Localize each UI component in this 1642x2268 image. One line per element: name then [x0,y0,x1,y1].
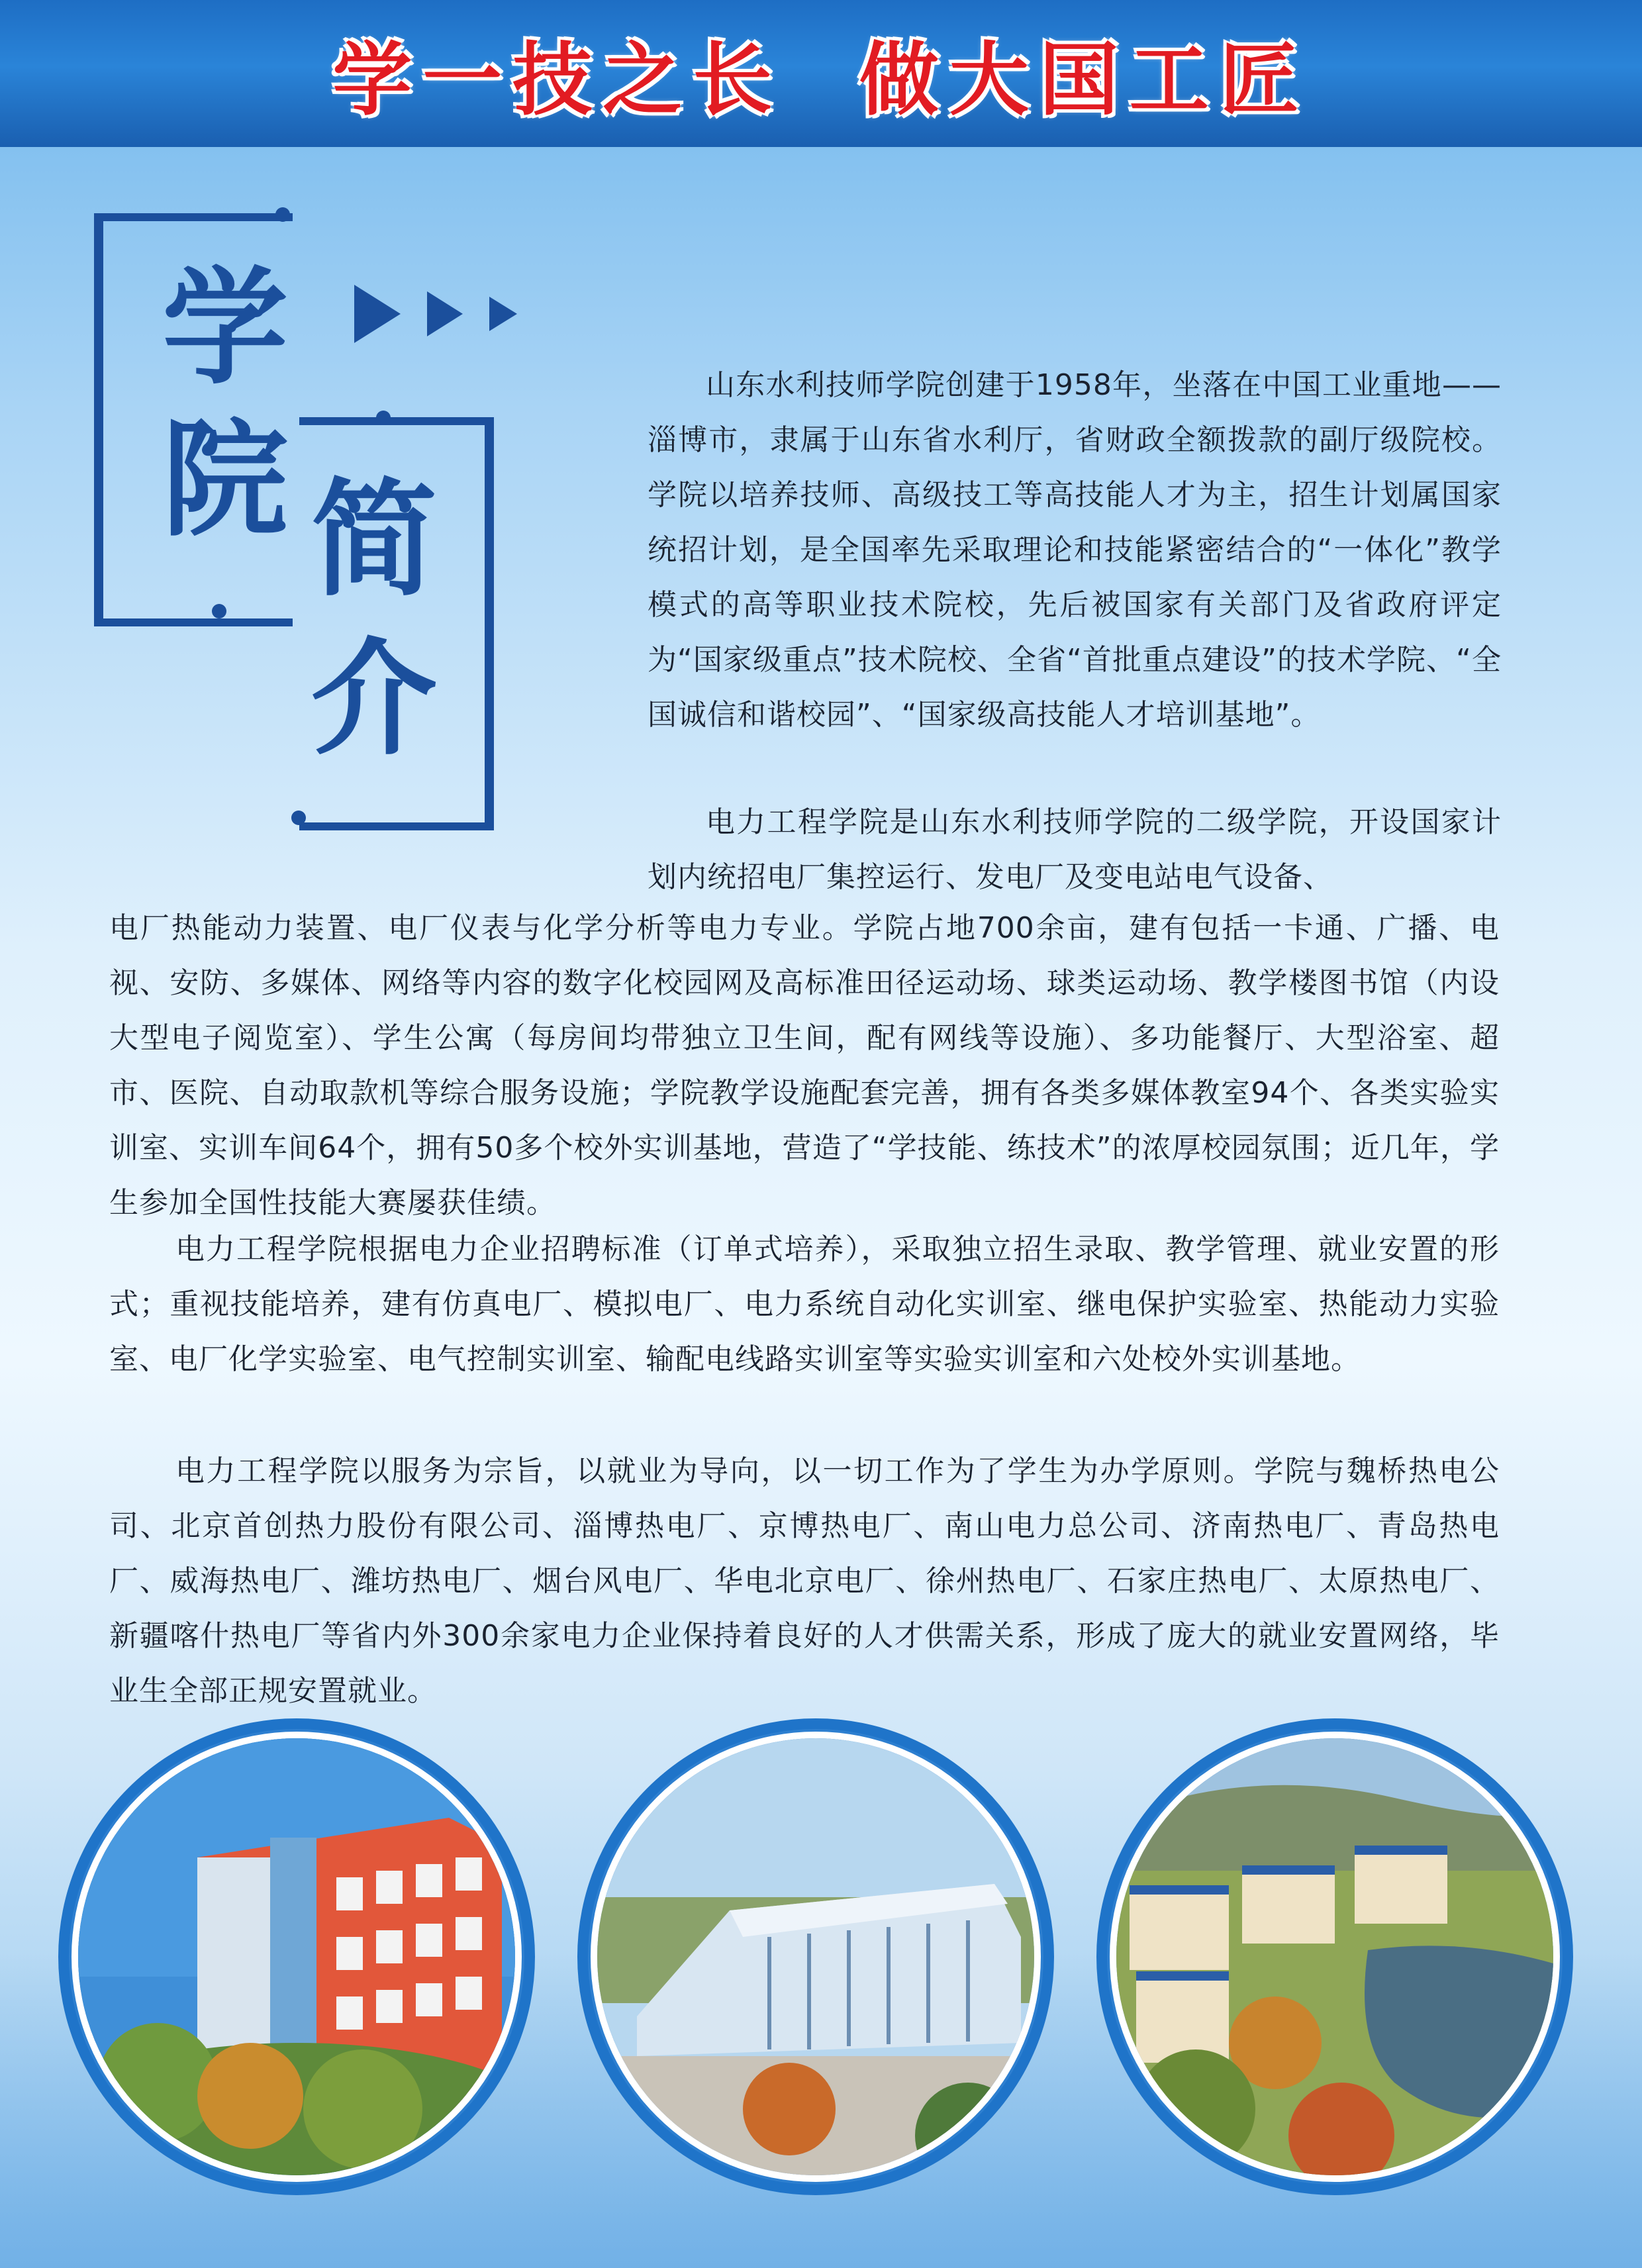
bracket-dot [376,411,391,425]
bracket-dot [275,207,290,222]
triangle-arrow-icon [489,297,517,331]
slogan: 学一技之长 做大国工匠 [332,33,1310,126]
title-char-jie: 介 [311,624,438,772]
triangle-arrow-icon [354,285,401,343]
intro-paragraph-4: 电力工程学院以服务为宗旨，以就业为导向，以一切工作为了学生为办学原则。学院与魏桥热电公司、北京首创热力股份有限公司、淄博热电厂、京博热电厂、南山电力总公司、济南热电厂、青岛热电厂、威海热电厂、潍坊热电厂、烟台风电厂、华电北京电厂、徐州热电厂、石家庄热电厂、太原热电厂、新疆喀什热电厂等省内外300余家电力企业保持着良好的人才供需关系，形成了庞大的就业安置网络，毕业生全部正规安置就业。 [109,1454,1500,1708]
intro-paragraph-1: 山东水利技师学院创建于1958年，坐落在中国工业重地——淄博市，隶属于山东省水利厅，省财政全额拨款的副厅级院校。学院以培养技师、高级技工等高技能人才为主，招生计划属国家统招计划，是全国率先采取理论和技能紧密结合的“一体化”教学模式的高等职业技术院校，先后被国家有关部门及省政府评定为“国家级重点”技术院校、全省“首批重点建设”的技术学院、“全国诚信和谐校园”、“国家级高技能人才培训基地”。 [648,368,1502,732]
title-char-yuan: 院 [162,406,289,554]
intro-paragraph-3: 电力工程学院根据电力企业招聘标准（订单式培养），采取独立招生录取、教学管理、就业安置的形式；重视技能培养，建有仿真电厂、模拟电厂、电力系统自动化实训室、继电保护实验室、热能动力实验室、电厂化学实验室、电气控制实训室、输配电线路实训室等实验实训室和六处校外实训基地。 [109,1232,1500,1376]
intro-paragraph-2-cont: 电厂热能动力装置、电厂仪表与化学分析等电力专业。学院占地700余亩，建有包括一卡通、广播、电视、安防、多媒体、网络等内容的数字化校园网及高标准田径运动场、球类运动场、教学楼图书馆（内设大型电子阅览室）、学生公寓（每房间均带独立卫生间，配有网线等设施）、多功能餐厅、大型浴室、超市、医院、自动取款机等综合服务设施；学院教学设施配套完善，拥有各类多媒体教室94个、各类实验实训室、实训车间64个，拥有50多个校外实训基地，营造了“学技能、练技术”的浓厚校园氛围；近几年，学生参加全国性技能大赛屡获佳绩。 [109,911,1500,1220]
bracket-dot [291,811,306,825]
title-char-xue: 学 [162,254,289,401]
glass-hall-building-photo [597,1738,1034,2175]
top-banner [0,0,1642,147]
intro-paragraph-2-start: 电力工程学院是山东水利技师学院的二级学院，开设国家计划内统招电厂集控运行、发电厂及变电站电气设备、 [648,805,1502,894]
arrow-decoration [354,285,517,343]
bracket-dot [212,604,226,618]
triangle-arrow-icon [427,291,463,336]
campus-lake-aerial-photo [1116,1738,1553,2175]
dormitory-building-photo [78,1738,515,2175]
title-char-jian: 简 [311,466,438,613]
